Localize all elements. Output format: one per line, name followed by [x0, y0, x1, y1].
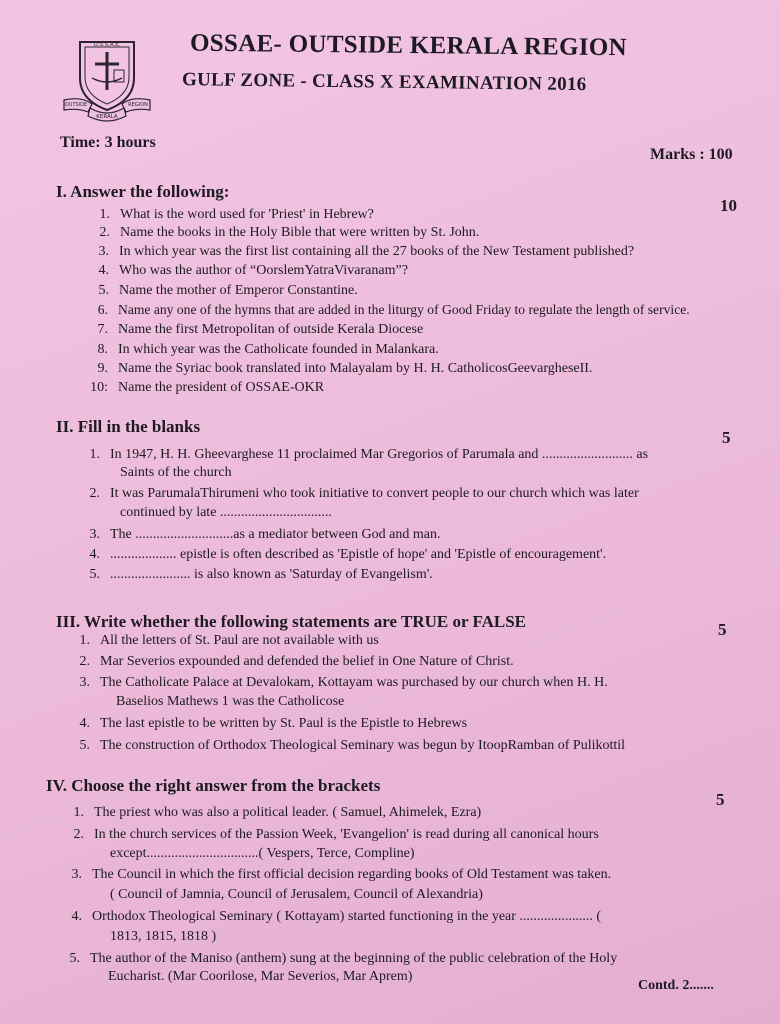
section-2-heading: II. Fill in the blanks	[56, 417, 201, 436]
question-item: 4. Who was the author of “OorslemYatraVivaranam”?	[98, 263, 408, 278]
question-continuation: Baselios Mathews 1 was the Catholicose	[116, 694, 345, 709]
question-item: 2. In the church services of the Passion Week, 'Evangelion' is read during all canonical hours	[73, 827, 599, 842]
crest-right-text: REGION	[128, 102, 148, 108]
question-item: 1. In 1947, H. H. Gheevarghese 11 proclaimed Mar Gregorios of Parumala and .......................... as	[89, 447, 649, 462]
question-item: 7. Name the first Metropolitan of outside Kerala Diocese	[97, 322, 424, 337]
ossae-crest-logo	[62, 38, 152, 122]
question-continuation: ( Council of Jamnia, Council of Jerusalem, Council of Alexandria)	[110, 887, 483, 902]
crest-left-text: OUTSIDE	[64, 102, 88, 108]
section-3-heading: III. Write whether the following statements are TRUE or FALSE	[56, 612, 527, 631]
question-item: 5. Name the mother of Emperor Constantine.	[98, 283, 358, 298]
continued-note: Contd. 2.......	[638, 978, 714, 993]
question-item: 2. Name the books in the Holy Bible that were written by St. John.	[99, 225, 480, 240]
section-1-marks: 10	[720, 196, 737, 215]
question-item: 5. The construction of Orthodox Theological Seminary was begun by ItoopRamban of Pulikottil	[79, 738, 626, 753]
section-3-marks: 5	[718, 620, 727, 639]
question-item: 4. The last epistle to be written by St. Paul is the Epistle to Hebrews	[79, 716, 468, 731]
question-item: 1. The priest who was also a political leader. ( Samuel, Ahimelek, Ezra)	[73, 805, 482, 820]
section-1-heading: I. Answer the following:	[56, 182, 230, 201]
question-continuation: Eucharist. (Mar Coorilose, Mar Severios, Mar Aprem)	[108, 969, 413, 984]
question-continuation: except................................( Vespers, Terce, Compline)	[110, 846, 415, 861]
question-item: 5. ....................... is also known as 'Saturday of Evangelism'.	[89, 567, 433, 582]
crest-top-text: O.S.S.A.E.	[93, 42, 121, 48]
question-item: 3. The Catholicate Palace at Devalokam, Kottayam was purchased by our church when H. H.	[79, 675, 608, 690]
question-item: 4. Orthodox Theological Seminary ( Kottayam) started functioning in the year ..................... (	[71, 909, 602, 924]
section-4-marks: 5	[716, 790, 725, 809]
question-item: 3. The ............................as a mediator between God and man.	[89, 527, 441, 542]
section-4-heading: IV. Choose the right answer from the brackets	[46, 776, 381, 795]
question-item: 2. It was ParumalaThirumeni who took initiative to convert people to our church which was later	[89, 486, 639, 501]
crest-bottom-text: KERALA	[96, 114, 118, 120]
exam-total-marks: Marks : 100	[650, 146, 733, 163]
exam-time: Time: 3 hours	[60, 134, 156, 151]
question-item: 8. In which year was the Catholicate founded in Malankara.	[97, 342, 439, 357]
question-item: 1. All the letters of St. Paul are not available with us	[79, 633, 379, 648]
question-item: 10: Name the president of OSSAE-OKR	[90, 380, 325, 395]
section-2-marks: 5	[722, 428, 731, 447]
question-item: 3. In which year was the first list containing all the 27 books of the New Testament published?	[98, 244, 635, 259]
question-item: 6. Name any one of the hymns that are added in the liturgy of Good Friday to regulate the length of service.	[97, 302, 690, 317]
exam-title: OSSAE- OUTSIDE KERALA REGION	[189, 29, 628, 62]
exam-subtitle: GULF ZONE - CLASS X EXAMINATION 2016	[181, 69, 587, 96]
question-item: 9. Name the Syriac book translated into Malayalam by H. H. CatholicosGeevargheseII.	[97, 361, 593, 376]
question-item: 5. The author of the Maniso (anthem) sung at the beginning of the public celebration of the Holy	[69, 951, 618, 966]
question-continuation: 1813, 1815, 1818 )	[110, 929, 217, 944]
question-continuation: continued by late ................................	[120, 505, 332, 520]
question-item: 1. What is the word used for 'Priest' in Hebrew?	[99, 207, 374, 222]
question-item: 4. ................... epistle is often described as 'Epistle of hope' and 'Epistle of encouragement'.	[89, 547, 607, 562]
question-item: 3. The Council in which the first official decision regarding books of Old Testament was taken.	[71, 867, 612, 882]
question-item: 2. Mar Severios expounded and defended the belief in One Nature of Christ.	[79, 654, 514, 669]
question-continuation: Saints of the church	[120, 465, 232, 480]
